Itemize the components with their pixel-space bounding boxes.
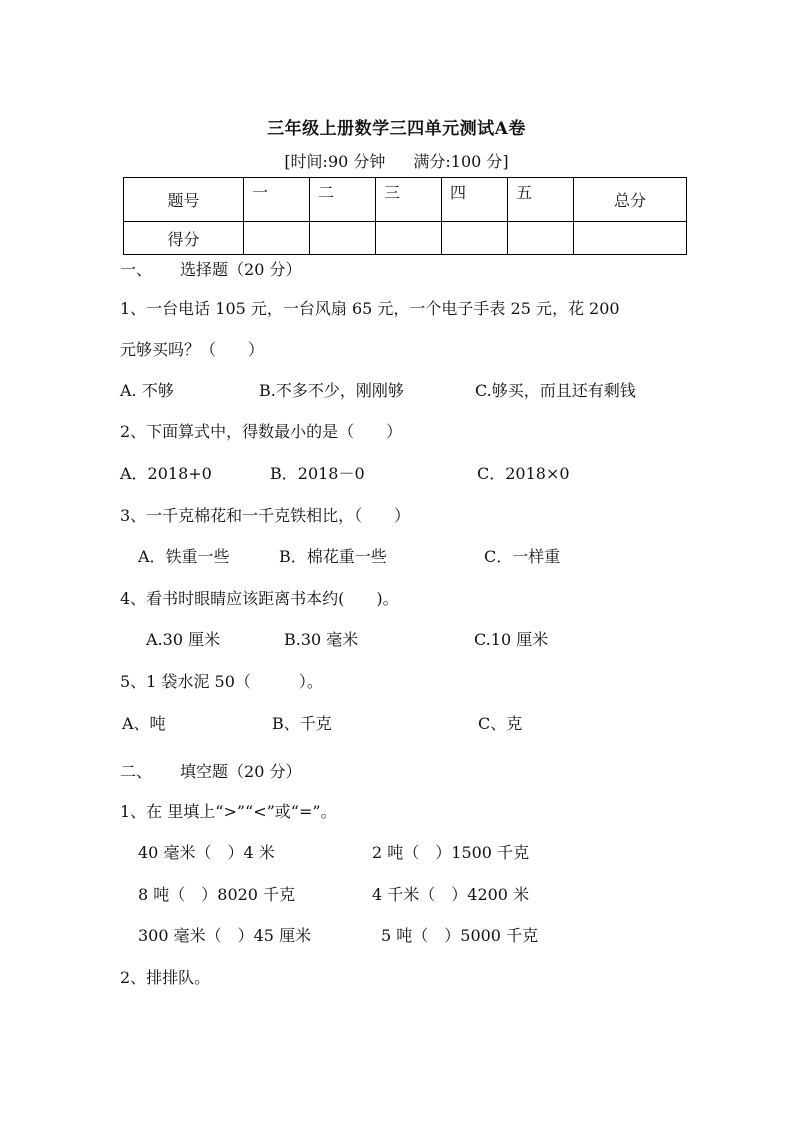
q3-option-b: B．棉花重一些: [279, 547, 387, 566]
score-cell-5: [508, 222, 574, 255]
exam-info: [0, 149, 793, 172]
q1-stem-line2: 元够买吗？（ ）: [120, 340, 265, 359]
exam-full-score: 满分:100 分]: [413, 152, 509, 171]
score-cell-2: [310, 222, 376, 255]
q3-option-a: A．铁重一些: [138, 547, 230, 566]
score-table-col-1: 一: [244, 178, 310, 222]
page-title: 三年级上册数学三四单元测试A卷: [267, 119, 526, 139]
fill-q1-stem: 1、在 里填上“>”“<”或“=”。: [120, 802, 337, 821]
compare-item-3: 8 吨（ ）8020 千克: [138, 885, 296, 904]
q3-option-c: C．一样重: [484, 547, 561, 566]
score-table-score-row: [124, 222, 687, 255]
compare-item-2: 2 吨（ ）1500 千克: [372, 843, 530, 862]
section1-number: 一、: [120, 260, 153, 279]
q2-option-b: B．2018－0: [270, 464, 365, 483]
section2-heading: [120, 759, 301, 782]
section2-number: 二、: [120, 762, 153, 781]
compare-item-1: 40 毫米（ ）4 米: [138, 843, 275, 862]
compare-item-5: 300 毫米（ ）45 厘米: [138, 926, 312, 945]
section1-title: 选择题（20 分）: [180, 260, 302, 279]
q5-option-b: B、千克: [272, 714, 332, 733]
score-table-header-row: [124, 178, 687, 222]
compare-item-4: 4 千米（ ）4200 米: [372, 885, 530, 904]
q1-stem-line1: 1、一台电话 105 元，一台风扇 65 元，一个电子手表 25 元，花 200: [120, 299, 620, 318]
q5-option-a: A、吨: [122, 714, 166, 733]
score-table-label-score: 得分: [124, 222, 244, 255]
q5-option-c: C、克: [478, 714, 523, 733]
exam-time: [时间:90 分钟: [284, 152, 386, 171]
score-table-col-3: 三: [376, 178, 442, 222]
score-table-col-2: 二: [310, 178, 376, 222]
score-table-col-total: 总分: [574, 178, 687, 222]
section1-heading: [120, 257, 301, 280]
q2-option-a: A．2018+0: [120, 464, 212, 483]
q5-stem: 5、1 袋水泥 50（ ）。: [120, 672, 323, 691]
score-table-col-5: 五: [508, 178, 574, 222]
q1-option-c: C.够买，而且还有剩钱: [475, 381, 636, 400]
score-table-label-question: 题号: [124, 178, 244, 222]
section2-title: 填空题（20 分）: [180, 762, 302, 781]
q2-stem: 2、下面算式中，得数最小的是（ ）: [120, 422, 403, 441]
compare-item-6: 5 吨（ ）5000 千克: [381, 926, 539, 945]
score-table: [123, 177, 687, 255]
q4-option-a: A.30 厘米: [146, 630, 221, 649]
q3-stem: 3、一千克棉花和一千克铁相比，（ ）: [120, 506, 411, 525]
q1-option-a: A. 不够: [120, 381, 174, 400]
score-cell-4: [442, 222, 508, 255]
q4-option-b: B.30 毫米: [284, 630, 359, 649]
q2-option-c: C．2018×0: [477, 464, 570, 483]
score-cell-3: [376, 222, 442, 255]
score-cell-1: [244, 222, 310, 255]
q1-option-b: B.不多不少，刚刚够: [259, 381, 404, 400]
score-cell-total: [574, 222, 687, 255]
q4-stem: 4、看书时眼睛应该距离书本约( )。: [120, 589, 399, 608]
score-table-col-4: 四: [442, 178, 508, 222]
q4-option-c: C.10 厘米: [474, 630, 549, 649]
fill-q2-stem: 2、排排队。: [120, 968, 211, 987]
